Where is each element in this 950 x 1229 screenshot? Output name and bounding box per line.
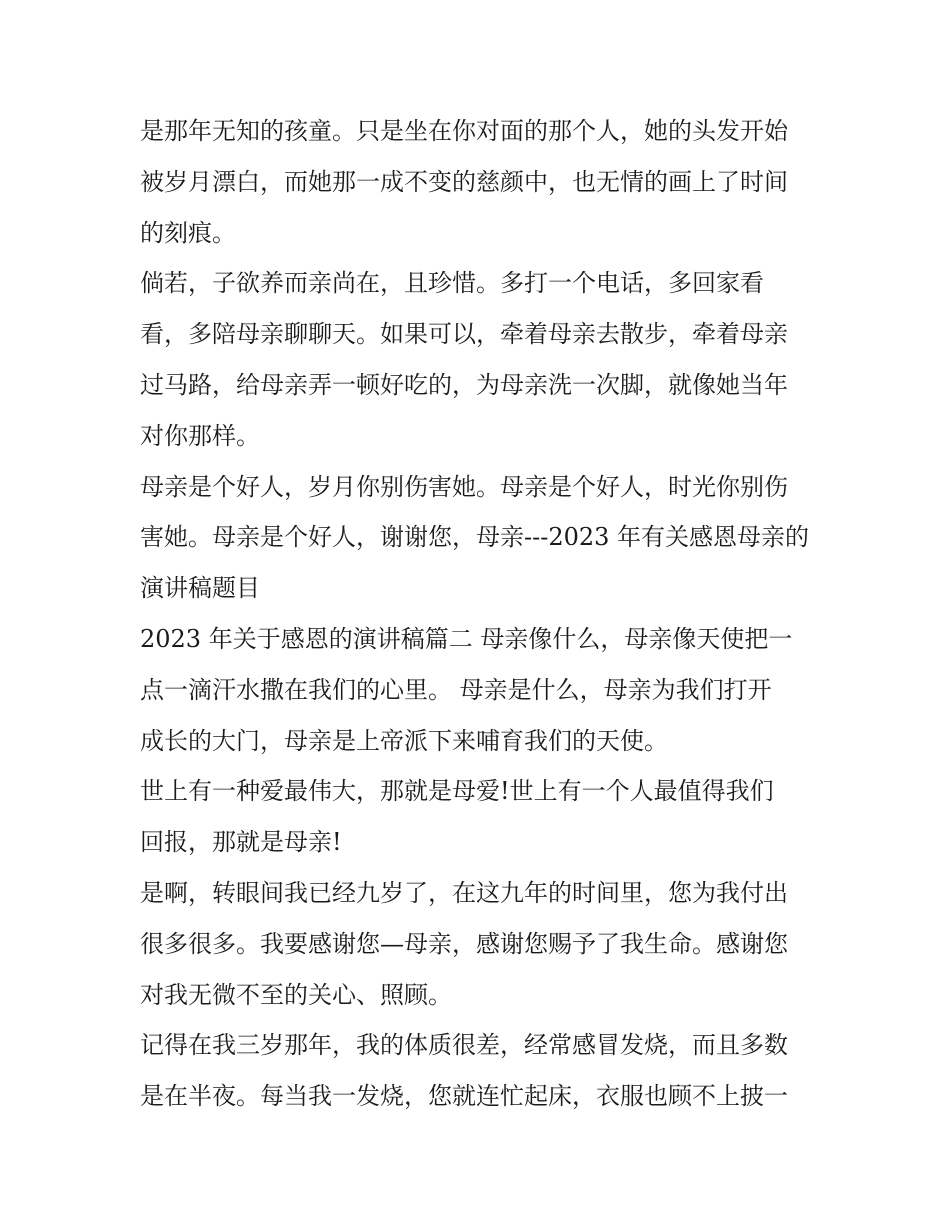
text-line: 倘若，子欲养而亲尚在，且珍惜。多打一个电话，多回家看 (140, 269, 764, 298)
text-line: 过马路，给母亲弄一顿好吃的，为母亲洗一次脚，就像她当年 (140, 370, 788, 399)
text-line: 成长的大门，母亲是上帝派下来哺育我们的天使。 (140, 726, 668, 755)
text-line: 对我无微不至的关心、照顾。 (140, 980, 452, 1009)
text-line: 是那年无知的孩童。只是坐在你对面的那个人，她的头发开始 (140, 117, 788, 145)
text-line: 2023 年关于感恩的演讲稿篇二 母亲像什么，母亲像天使把一 (140, 624, 793, 653)
text-line: 演讲稿题目 (140, 574, 260, 603)
text-line: 被岁月漂白，而她那一成不变的慈颜中，也无情的画上了时间 (140, 167, 788, 196)
text-line: 点一滴汗水撒在我们的心里。 母亲是什么，母亲为我们打开 (140, 675, 772, 704)
text-line: 记得在我三岁那年，我的体质很差，经常感冒发烧，而且多数 (140, 1031, 788, 1060)
text-line: 害她。母亲是个好人，谢谢您，母亲---2023 年有关感恩母亲的 (140, 523, 810, 552)
text-line: 很多很多。我要感谢您—母亲，感谢您赐予了我生命。感谢您 (140, 929, 788, 958)
text-line: 看，多陪母亲聊聊天。如果可以，牵着母亲去散步，牵着母亲 (140, 320, 788, 349)
text-line: 母亲是个好人，岁月你别伤害她。母亲是个好人，时光你别伤 (140, 472, 788, 501)
text-line: 的刻痕。 (140, 218, 236, 247)
text-line: 是在半夜。每当我一发烧，您就连忙起床，衣服也顾不上披一 (140, 1082, 788, 1111)
text-line: 回报，那就是母亲! (140, 828, 342, 857)
text-line: 世上有一种爱最伟大，那就是母爱!世上有一个人最值得我们 (140, 777, 774, 806)
body-text (140, 106, 812, 1122)
text-line: 对你那样。 (140, 421, 260, 450)
text-line: 是啊，转眼间我已经九岁了，在这九年的时间里，您为我付出 (140, 878, 788, 907)
